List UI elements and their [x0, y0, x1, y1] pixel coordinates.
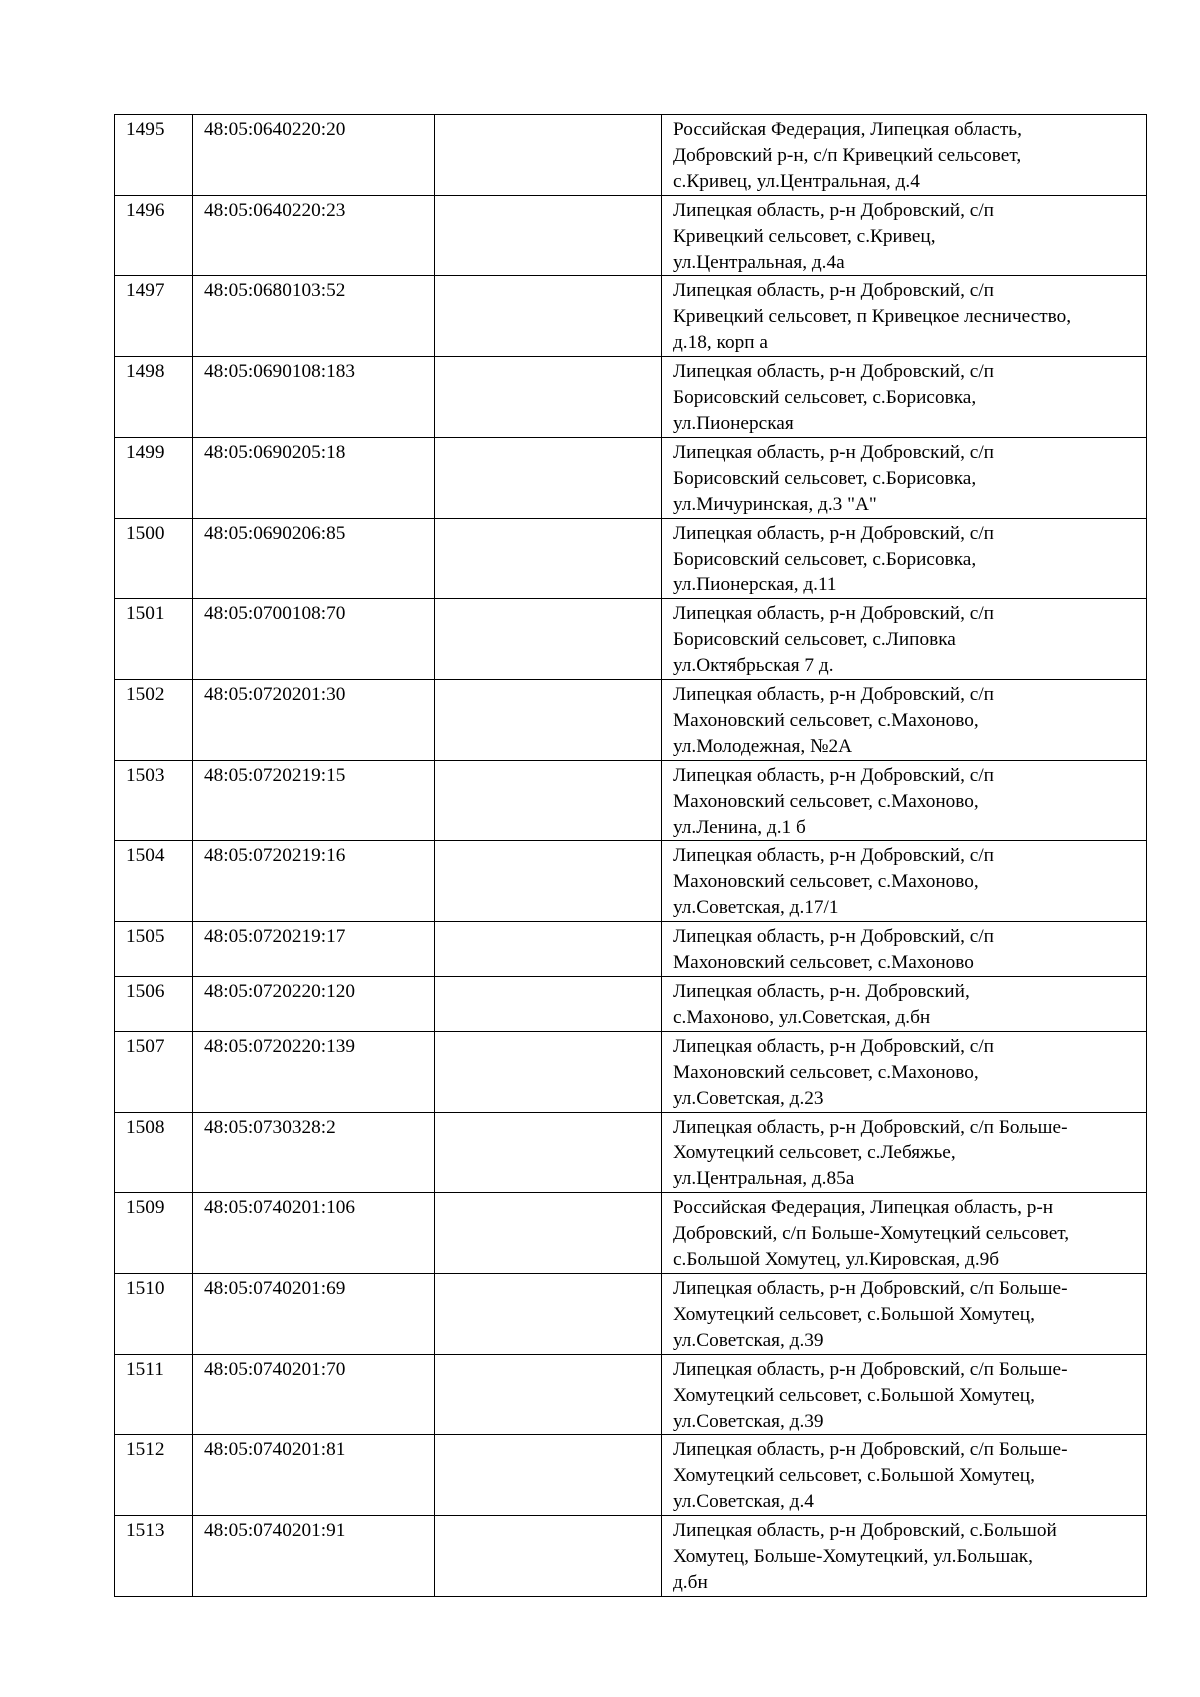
cadastral-number-cell: 48:05:0720219:17 — [193, 922, 435, 977]
address-cell: Липецкая область, р-н Добровский, с/п Борисовский сельсовет, с.Липовка ул.Октябрьская 7 д. — [662, 599, 1147, 680]
address-cell: Липецкая область, р-н Добровский, с/п Кривецкий сельсовет, п Кривецкое лесничество, д.18, корп а — [662, 276, 1147, 357]
empty-cell — [435, 1435, 662, 1516]
address-cell: Липецкая область, р-н Добровский, с/п Больше- Хомутецкий сельсовет, с.Большой Хомутец, ул.Советская, д.39 — [662, 1273, 1147, 1354]
table-row — [115, 195, 1147, 276]
cadastral-number-cell: 48:05:0720219:15 — [193, 760, 435, 841]
table-row — [115, 599, 1147, 680]
empty-cell — [435, 437, 662, 518]
row-number-cell: 1510 — [115, 1273, 193, 1354]
table-row — [115, 922, 1147, 977]
row-number-cell: 1504 — [115, 841, 193, 922]
row-number-cell: 1507 — [115, 1031, 193, 1112]
table-row — [115, 1193, 1147, 1274]
row-number-cell: 1501 — [115, 599, 193, 680]
cadastral-number-cell: 48:05:0730328:2 — [193, 1112, 435, 1193]
row-number-cell: 1512 — [115, 1435, 193, 1516]
address-cell: Липецкая область, р-н Добровский, с/п Махоновский сельсовет, с.Махоново, ул.Советская, д.17/1 — [662, 841, 1147, 922]
cadastral-number-cell: 48:05:0640220:20 — [193, 115, 435, 196]
cadastral-number-cell: 48:05:0740201:91 — [193, 1516, 435, 1597]
row-number-cell: 1506 — [115, 977, 193, 1032]
row-number-cell: 1498 — [115, 357, 193, 438]
empty-cell — [435, 1031, 662, 1112]
table-row — [115, 1273, 1147, 1354]
address-cell: Липецкая область, р-н Добровский, с/п Больше- Хомутецкий сельсовет, с.Большой Хомутец, ул.Советская, д.39 — [662, 1354, 1147, 1435]
address-cell: Российская Федерация, Липецкая область, Добровский р-н, с/п Кривецкий сельсовет, с.Кривец, ул.Центральная, д.4 — [662, 115, 1147, 196]
empty-cell — [435, 1516, 662, 1597]
table-row — [115, 1435, 1147, 1516]
empty-cell — [435, 922, 662, 977]
cadastral-number-cell: 48:05:0690205:18 — [193, 437, 435, 518]
cadastral-number-cell: 48:05:0740201:81 — [193, 1435, 435, 1516]
address-cell: Липецкая область, р-н. Добровский, с.Махоново, ул.Советская, д.бн — [662, 977, 1147, 1032]
table-row — [115, 977, 1147, 1032]
table-row — [115, 1112, 1147, 1193]
document-page — [114, 114, 1146, 1597]
address-cell: Липецкая область, р-н Добровский, с/п Махоновский сельсовет, с.Махоново — [662, 922, 1147, 977]
cadastral-number-cell: 48:05:0690206:85 — [193, 518, 435, 599]
cadastral-number-cell: 48:05:0720201:30 — [193, 680, 435, 761]
cadastral-number-cell: 48:05:0640220:23 — [193, 195, 435, 276]
cadastral-number-cell: 48:05:0740201:106 — [193, 1193, 435, 1274]
table-row — [115, 115, 1147, 196]
empty-cell — [435, 195, 662, 276]
table-row — [115, 680, 1147, 761]
empty-cell — [435, 680, 662, 761]
address-cell: Липецкая область, р-н Добровский, с/п Махоновский сельсовет, с.Махоново, ул.Советская, д.23 — [662, 1031, 1147, 1112]
row-number-cell: 1496 — [115, 195, 193, 276]
cadastral-number-cell: 48:05:0740201:70 — [193, 1354, 435, 1435]
row-number-cell: 1495 — [115, 115, 193, 196]
address-cell: Липецкая область, р-н Добровский, с/п Борисовский сельсовет, с.Борисовка, ул.Пионерская, д.11 — [662, 518, 1147, 599]
empty-cell — [435, 1112, 662, 1193]
row-number-cell: 1505 — [115, 922, 193, 977]
cadastral-number-cell: 48:05:0720220:139 — [193, 1031, 435, 1112]
table-row — [115, 760, 1147, 841]
empty-cell — [435, 841, 662, 922]
address-cell: Липецкая область, р-н Добровский, с/п Кривецкий сельсовет, с.Кривец, ул.Центральная, д.4а — [662, 195, 1147, 276]
address-cell: Липецкая область, р-н Добровский, с/п Махоновский сельсовет, с.Махоново, ул.Молодежная, №2А — [662, 680, 1147, 761]
cadastral-number-cell: 48:05:0720220:120 — [193, 977, 435, 1032]
table-row — [115, 1354, 1147, 1435]
table-row — [115, 437, 1147, 518]
registry-table-body — [115, 115, 1147, 1597]
row-number-cell: 1513 — [115, 1516, 193, 1597]
row-number-cell: 1511 — [115, 1354, 193, 1435]
empty-cell — [435, 1193, 662, 1274]
table-row — [115, 518, 1147, 599]
row-number-cell: 1497 — [115, 276, 193, 357]
empty-cell — [435, 115, 662, 196]
empty-cell — [435, 1273, 662, 1354]
address-cell: Липецкая область, р-н Добровский, с/п Борисовский сельсовет, с.Борисовка, ул.Мичуринская, д.3 "А" — [662, 437, 1147, 518]
row-number-cell: 1500 — [115, 518, 193, 599]
cadastral-number-cell: 48:05:0740201:69 — [193, 1273, 435, 1354]
empty-cell — [435, 599, 662, 680]
row-number-cell: 1509 — [115, 1193, 193, 1274]
empty-cell — [435, 1354, 662, 1435]
registry-table — [114, 114, 1147, 1597]
address-cell: Липецкая область, р-н Добровский, с/п Махоновский сельсовет, с.Махоново, ул.Ленина, д.1 б — [662, 760, 1147, 841]
cadastral-number-cell: 48:05:0720219:16 — [193, 841, 435, 922]
empty-cell — [435, 357, 662, 438]
empty-cell — [435, 518, 662, 599]
cadastral-number-cell: 48:05:0690108:183 — [193, 357, 435, 438]
table-row — [115, 1031, 1147, 1112]
table-row — [115, 841, 1147, 922]
empty-cell — [435, 977, 662, 1032]
empty-cell — [435, 760, 662, 841]
address-cell: Липецкая область, р-н Добровский, с/п Больше- Хомутецкий сельсовет, с.Лебяжье, ул.Центральная, д.85а — [662, 1112, 1147, 1193]
row-number-cell: 1503 — [115, 760, 193, 841]
address-cell: Российская Федерация, Липецкая область, р-н Добровский, с/п Больше-Хомутецкий сельсовет, с.Большой Хомутец, ул.Кировская, д.9б — [662, 1193, 1147, 1274]
row-number-cell: 1502 — [115, 680, 193, 761]
address-cell: Липецкая область, р-н Добровский, с/п Больше- Хомутецкий сельсовет, с.Большой Хомутец, ул.Советская, д.4 — [662, 1435, 1147, 1516]
cadastral-number-cell: 48:05:0680103:52 — [193, 276, 435, 357]
cadastral-number-cell: 48:05:0700108:70 — [193, 599, 435, 680]
table-row — [115, 1516, 1147, 1597]
table-row — [115, 276, 1147, 357]
table-row — [115, 357, 1147, 438]
row-number-cell: 1508 — [115, 1112, 193, 1193]
empty-cell — [435, 276, 662, 357]
address-cell: Липецкая область, р-н Добровский, с/п Борисовский сельсовет, с.Борисовка, ул.Пионерская — [662, 357, 1147, 438]
address-cell: Липецкая область, р-н Добровский, с.Большой Хомутец, Больше-Хомутецкий, ул.Большак, д.бн — [662, 1516, 1147, 1597]
row-number-cell: 1499 — [115, 437, 193, 518]
